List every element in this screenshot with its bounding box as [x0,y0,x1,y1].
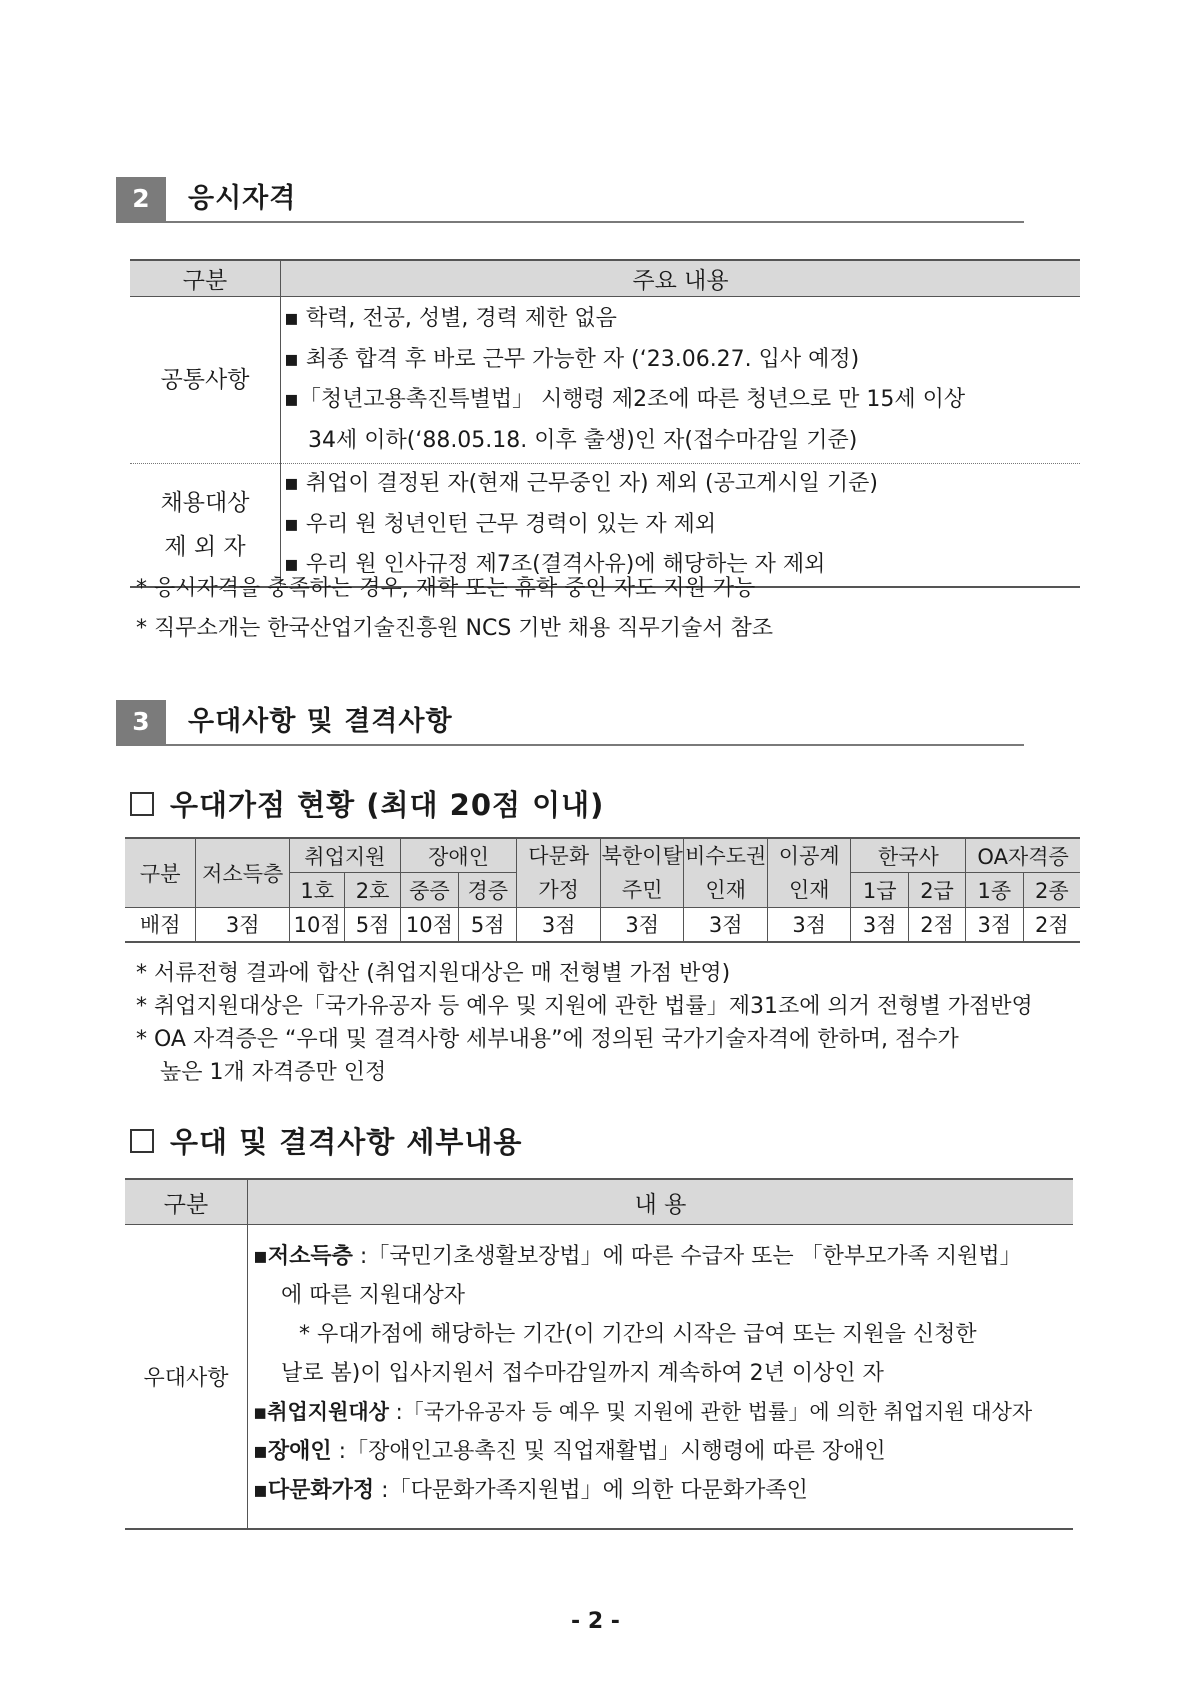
row-content-common [281,297,1081,464]
section-number: 2 [116,177,166,221]
subheading-text: 우대가점 현황 (최대 20점 이내) [170,788,605,822]
note-line: * 직무소개는 한국산업기술진흥원 NCS 기반 채용 직무기술서 참조 [136,616,774,641]
header-multicultural: 다문화 가정 [517,838,601,908]
sub-dis-mild: 경증 [459,873,517,908]
note-line: * 서류전형 결과에 합산 (취업지원대상은 매 전형별 가점 반영) [136,961,731,986]
notes-bonus [136,957,1076,1089]
note-line: * 취업지원대상은「국가유공자 등 예우 및 지원에 관한 법률」제31조에 의거 전형별 가점반영 [136,994,1033,1019]
table-header-content: 주요 내용 [281,260,1081,297]
excluded-item-1: ▪ 취업이 결정된 자(현재 근무중인 자) 제외 (공고게시일 기준) [284,471,878,496]
row-content-preference [248,1225,1074,1530]
common-item-1: ▪ 학력, 전공, 성별, 경력 제한 없음 [284,306,617,331]
note-line: * OA 자격증은 “우대 및 결격사항 세부내용”에 정의된 국가기술자격에 한하며, 점수가 [136,1027,959,1052]
section-title: 우대사항 및 결격사항 [188,706,453,737]
score-cell: 3점 [196,908,290,942]
header-low-income: 저소득층 [196,838,290,908]
score-cell: 10점 [290,908,345,942]
header-non-metro: 비수도권 인재 [684,838,768,908]
section-number: 3 [116,700,166,744]
header-job-support: 취업지원 [290,838,401,873]
subheading-bonus-details [130,1120,522,1161]
sub-hist-2: 2급 [908,873,965,908]
excluded-label-line1: 채용대상 [160,489,250,516]
detail-low-income-cont: 에 따른 지원대상자 [281,1283,466,1308]
score-cell: 5점 [345,908,400,942]
details-table [125,1178,1073,1530]
header-north-korean: 북한이탈 주민 [600,838,684,908]
note-line: 높은 1개 자격증만 인정 [160,1060,387,1085]
detail-low-income-note: * 우대가점에 해당하는 기간(이 기간의 시작은 급여 또는 지원을 신청한 [299,1322,977,1347]
header-science: 이공계 인재 [767,838,851,908]
bonus-points-table [125,837,1080,943]
sub-job-1: 1호 [290,873,345,908]
section-header-2 [116,177,1024,223]
subheading-bonus-status [130,783,604,824]
score-cell: 3점 [684,908,768,942]
score-cell: 3점 [767,908,851,942]
subheading-text: 우대 및 결격사항 세부내용 [170,1125,523,1159]
table-header-content: 내 용 [248,1179,1074,1225]
detail-job-support: ▪취업지원대상 :「국가유공자 등 예우 및 지원에 관한 법률」에 의한 취업지원 대상자 [253,1400,1033,1424]
score-cell: 5점 [459,908,517,942]
common-item-3-cont: 34세 이하(‘88.05.18. 이후 출생)인 자(접수마감일 기준) [308,427,858,453]
sub-oa-2: 2종 [1023,873,1080,908]
page-number: - 2 - [571,1609,620,1634]
score-row-label: 배점 [125,908,196,942]
common-item-3: ▪「청년고용촉진특별법」 시행령 제2조에 따른 청년으로 만 15세 이상 [284,387,966,412]
excluded-item-3: ▪ 우리 원 인사규정 제7조(결격사유)에 해당하는 자 제외 [284,552,826,577]
sub-dis-severe: 중증 [400,873,458,908]
table-header-category: 구분 [130,260,281,297]
score-cell: 3점 [851,908,908,942]
excluded-item-2: ▪ 우리 원 청년인턴 근무 경력이 있는 자 제외 [284,511,717,537]
table-header-category: 구분 [125,1179,248,1225]
header-disabled: 장애인 [400,838,517,873]
header-korean-history: 한국사 [851,838,966,873]
detail-low-income-note-cont: 날로 봄)이 입사지원서 접수마감일까지 계속하여 2년 이상인 자 [281,1361,884,1386]
score-cell: 3점 [966,908,1023,942]
checkbox-square-icon [130,792,154,816]
score-cell: 2점 [908,908,965,942]
excluded-label-line2: 제 외 자 [164,533,246,560]
score-cell: 3점 [517,908,601,942]
detail-multicultural: ▪다문화가정 :「다문화가족지원법」에 의한 다문화가족인 [253,1478,808,1503]
checkbox-square-icon [130,1129,154,1153]
score-cell: 2점 [1023,908,1080,942]
section-title: 응시자격 [188,183,297,214]
row-label-preference: 우대사항 [125,1225,248,1530]
eligibility-table [130,259,1080,588]
row-label-common: 공통사항 [130,297,281,464]
score-cell: 3점 [600,908,684,942]
score-cell: 10점 [400,908,458,942]
note-line: * 응시자격을 충족하는 경우, 재학 또는 휴학 중인 자도 지원 가능 [136,576,756,601]
sub-job-2: 2호 [345,873,400,908]
header-category: 구분 [125,838,196,908]
common-item-2: ▪ 최종 합격 후 바로 근무 가능한 자 (‘23.06.27. 입사 예정) [284,346,860,372]
detail-disabled: ▪장애인 :「장애인고용촉진 및 직업재활법」시행령에 따른 장애인 [253,1439,886,1464]
sub-hist-1: 1급 [851,873,908,908]
detail-low-income: ▪저소득층 :「국민기초생활보장법」에 따른 수급자 또는 「한부모가족 지원법」 [253,1244,1022,1269]
header-oa-cert: OA자격증 [966,838,1080,873]
section-header-3 [116,700,1024,746]
notes-eligibility [136,569,773,649]
sub-oa-1: 1종 [966,873,1023,908]
